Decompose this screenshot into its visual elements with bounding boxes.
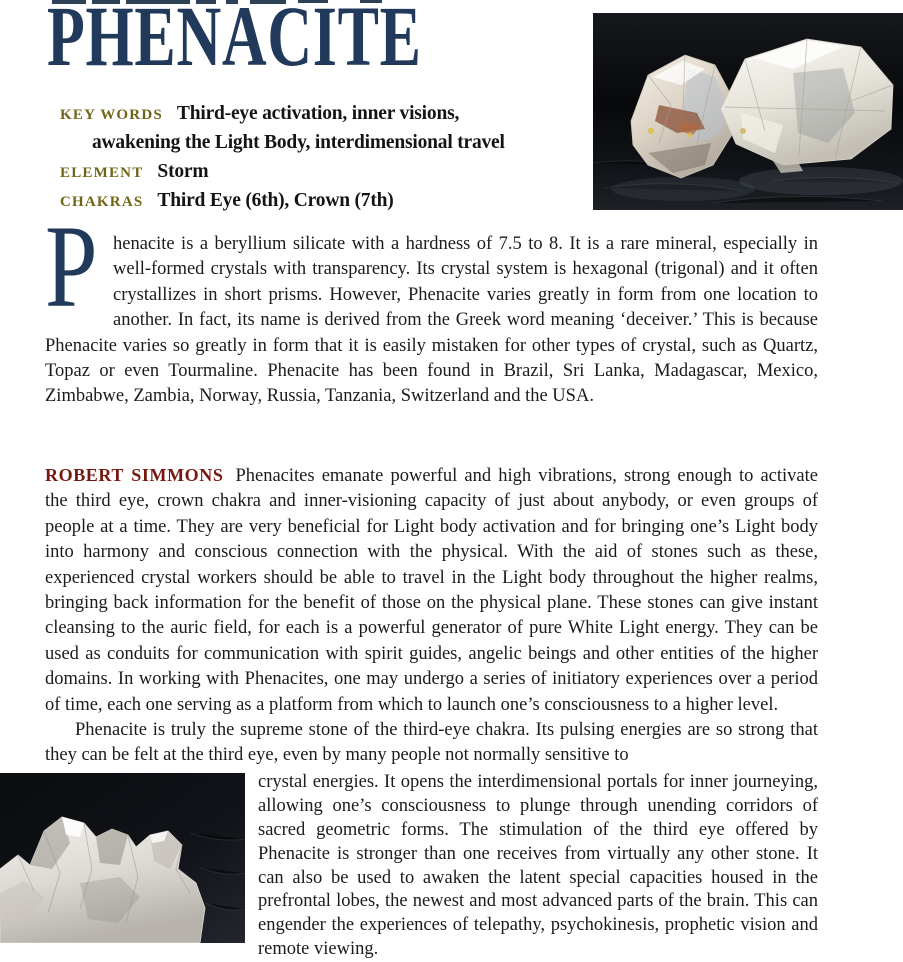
phenacite-crystals-photo <box>593 13 903 210</box>
keywords-label: KEY WORDS <box>60 107 163 123</box>
page-title: PHENACITE <box>47 0 422 84</box>
keywords-row <box>60 100 546 158</box>
drop-cap <box>45 201 101 332</box>
element-label: ELEMENT <box>60 165 144 181</box>
element-row <box>60 158 546 187</box>
commentary-paragraph <box>45 463 818 718</box>
cluster-photo-graphic <box>0 773 245 943</box>
keywords-value: Third-eye activation, inner visions, awakening the Light Body, interdimensional travel <box>92 103 505 153</box>
commentary-text: Phenacites emanate powerful and high vibrations, strong enough to activate the third eye, crown chakra and inner-visioning capacity of just about anybody, or even groups of people at a time. They are very beneficial for Light body activation and for bringing one’s Light body into harmony and conscious connection with the physical. With the aid of stones such as these, experienced crystal workers should be able to travel in the Light body throughout the higher realms, bringing back information for the benefit of those on the physical plane. These stones can give instant cleansing to the auric field, for each is a powerful generator of pure White Light energy. They can be used as conduits for communication with spirit guides, angelic beings and other entities of the higher domains. In working with Phenacites, one may undergo a series of initiatory experiences over a period of time, each one serving as a platform from which to launch one’s consciousness to a higher level. <box>45 466 818 715</box>
wrapped-text-section <box>45 771 818 962</box>
commentary-paragraph-2: Phenacite is truly the supreme stone of the third-eye chakra. Its pulsing energies are so strong that they can be felt at the third eye, even by many people not normally sensitive to <box>45 720 818 766</box>
commentary-section <box>45 463 818 962</box>
intro-text: henacite is a beryllium silicate with a hardness of 7.5 to 8. It is a rare mineral, especially in well-formed crystals with transparency. Its crystal system is hexagonal (trigonal) and it often crystallizes in short prisms. However, Phenacite varies greatly in form from one location to another. In fact, its name is derived from the Greek word meaning ‘deceiver.’ This is because Phenacite varies so greatly in form that it is easily mistaken for other types of crystal, such as Quartz, Topaz or even Tourmaline. Phenacite has been found in Brazil, Sri Lanka, Madagascar, Mexico, Zimbabwe, Zambia, Norway, Russia, Tanzania, Switzerland and the USA. <box>45 234 818 407</box>
drop-cap-letter: P <box>45 201 98 332</box>
chakras-row <box>60 187 546 216</box>
attribute-list <box>60 100 546 216</box>
crystal-photo-graphic <box>593 13 903 210</box>
element-value: Storm <box>157 161 209 182</box>
wrapped-paragraph: crystal energies. It opens the interdimensional portals for inner journeying, allowing one’s consciousness to plunge through unending corridors of sacred geometric forms. The stimulation of the third eye offered by Phenacite is stronger than one receives from virtually any other stone. It can also be used to awaken the latent special capacities housed in the prefrontal lobes, the newest and most advanced parts of the brain. This can engender the experiences of telepathy, psychokinesis, prophetic vision and remote viewing. <box>258 771 818 960</box>
phenacite-cluster-photo <box>0 773 245 943</box>
chakras-value: Third Eye (6th), Crown (7th) <box>157 190 394 211</box>
chakras-label: CHAKRAS <box>60 194 144 210</box>
author-name: ROBERT SIMMONS <box>45 465 224 485</box>
